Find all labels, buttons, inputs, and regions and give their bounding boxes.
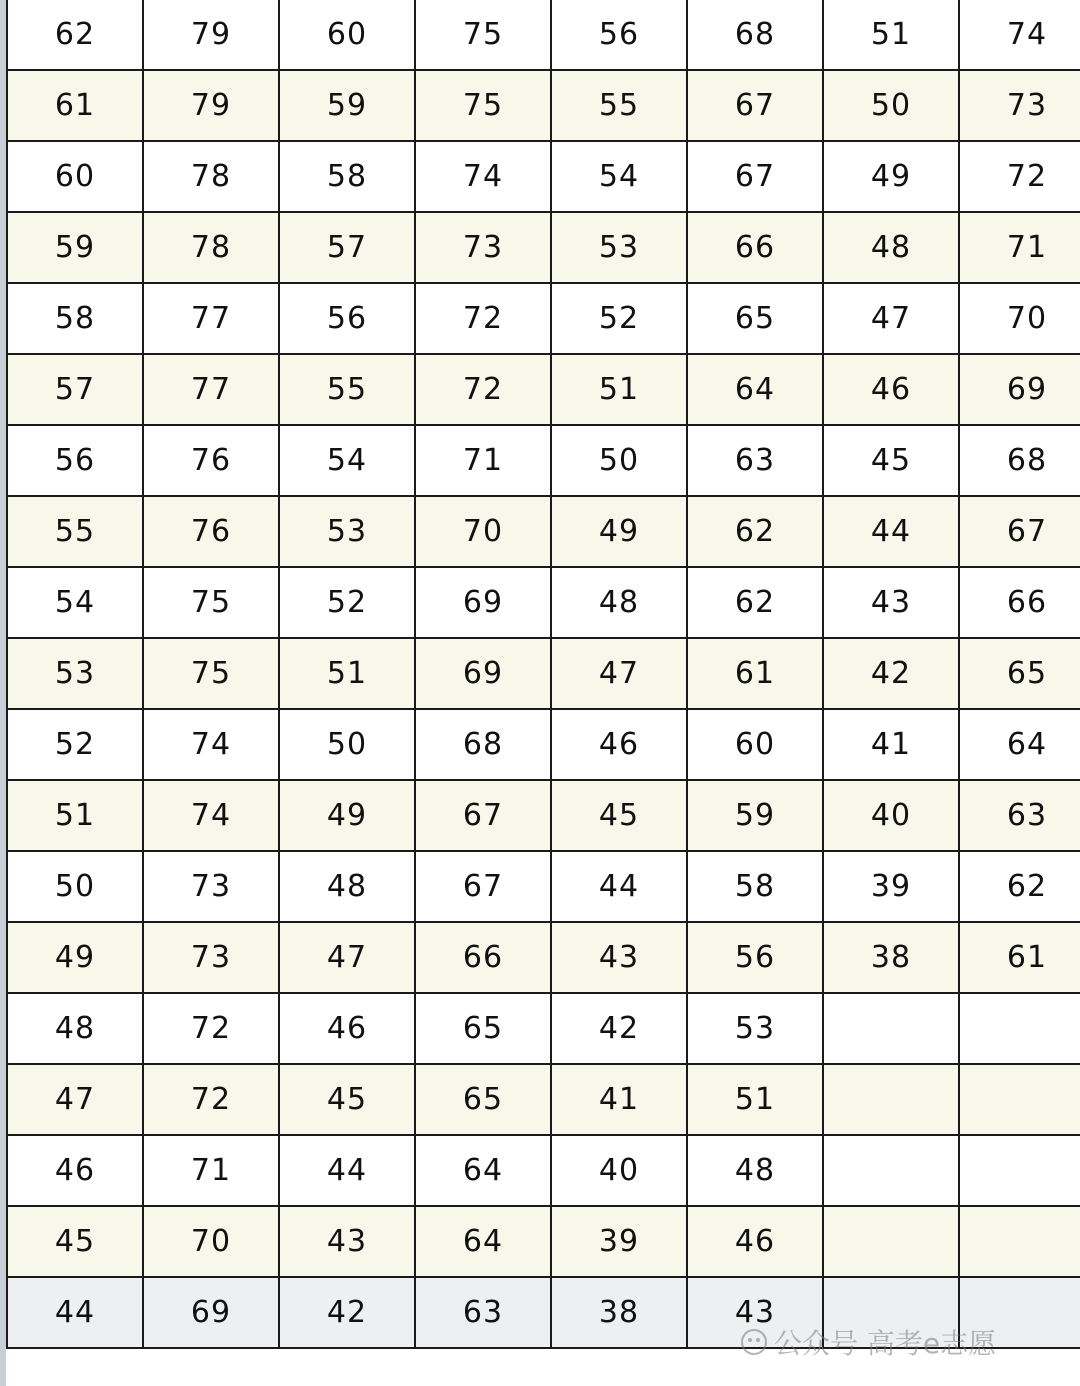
table-cell: 43: [279, 1206, 415, 1277]
table-cell: 49: [551, 496, 687, 567]
table-cell: 44: [7, 1277, 143, 1348]
table-cell: 50: [279, 709, 415, 780]
table-cell: 64: [959, 709, 1080, 780]
table-cell: 78: [143, 212, 279, 283]
table-row: [7, 425, 1080, 496]
table-cell: 69: [959, 354, 1080, 425]
table-cell: 42: [279, 1277, 415, 1348]
table-row: [7, 1064, 1080, 1135]
table-cell: 67: [687, 141, 823, 212]
table-cell: 70: [415, 496, 551, 567]
table-cell: 43: [551, 922, 687, 993]
table-row: [7, 851, 1080, 922]
table-cell: 66: [687, 212, 823, 283]
table-cell: 64: [687, 354, 823, 425]
table-cell: 62: [959, 851, 1080, 922]
table-cell: 72: [415, 354, 551, 425]
table-cell: 42: [551, 993, 687, 1064]
table-cell: 73: [143, 922, 279, 993]
table-cell: 48: [551, 567, 687, 638]
table-cell: 48: [823, 212, 959, 283]
table-cell: 75: [415, 0, 551, 70]
table-cell: 39: [823, 851, 959, 922]
table-cell: 63: [687, 425, 823, 496]
table-cell: 45: [551, 780, 687, 851]
table-cell: 64: [415, 1135, 551, 1206]
table-cell: 72: [959, 141, 1080, 212]
table-cell: 40: [551, 1135, 687, 1206]
table-cell: [959, 1064, 1080, 1135]
table-cell: [823, 993, 959, 1064]
table-cell: 39: [551, 1206, 687, 1277]
table-cell: [959, 993, 1080, 1064]
table-row: [7, 496, 1080, 567]
table-cell: 71: [415, 425, 551, 496]
table-cell: 53: [279, 496, 415, 567]
table-cell: 47: [279, 922, 415, 993]
table-row: [7, 141, 1080, 212]
table-cell: [823, 1277, 959, 1348]
table-cell: 72: [143, 1064, 279, 1135]
table-cell: 56: [7, 425, 143, 496]
table-cell: 72: [415, 283, 551, 354]
table-cell: 43: [823, 567, 959, 638]
table-cell: 51: [823, 0, 959, 70]
table-cell: 74: [143, 780, 279, 851]
table-row: [7, 1135, 1080, 1206]
table-cell: 41: [551, 1064, 687, 1135]
table-cell: 67: [415, 851, 551, 922]
table-cell: 73: [959, 70, 1080, 141]
table-cell: 53: [551, 212, 687, 283]
table-cell: 54: [279, 425, 415, 496]
table-cell: 71: [143, 1135, 279, 1206]
table-row: [7, 922, 1080, 993]
table-cell: 77: [143, 283, 279, 354]
watermark-text: 公众号 高考e志愿: [774, 1327, 997, 1360]
table-cell: 51: [7, 780, 143, 851]
score-table-body: [7, 0, 1080, 1348]
table-cell: 46: [279, 993, 415, 1064]
table-cell: 60: [7, 141, 143, 212]
table-cell: 45: [7, 1206, 143, 1277]
table-cell: 54: [551, 141, 687, 212]
table-cell: 58: [279, 141, 415, 212]
table-cell: 38: [551, 1277, 687, 1348]
table-cell: 60: [279, 0, 415, 70]
table-cell: 58: [7, 283, 143, 354]
table-cell: 65: [415, 993, 551, 1064]
table-cell: 58: [687, 851, 823, 922]
table-cell: 76: [143, 496, 279, 567]
table-cell: 45: [279, 1064, 415, 1135]
table-cell: 56: [687, 922, 823, 993]
table-cell: 69: [143, 1277, 279, 1348]
table-cell: 51: [551, 354, 687, 425]
table-cell: 44: [551, 851, 687, 922]
table-cell: [823, 1206, 959, 1277]
table-cell: 59: [7, 212, 143, 283]
table-cell: 50: [551, 425, 687, 496]
table-cell: 68: [415, 709, 551, 780]
table-cell: [959, 1206, 1080, 1277]
table-cell: 76: [143, 425, 279, 496]
table-cell: [959, 1135, 1080, 1206]
table-row: [7, 0, 1080, 70]
table-cell: 55: [7, 496, 143, 567]
table-cell: 72: [143, 993, 279, 1064]
table-cell: 67: [415, 780, 551, 851]
table-cell: 66: [415, 922, 551, 993]
table-cell: 43: [687, 1277, 823, 1348]
table-cell: 74: [415, 141, 551, 212]
table-cell: 46: [823, 354, 959, 425]
table-row: [7, 780, 1080, 851]
table-row: [7, 1206, 1080, 1277]
table-cell: 46: [687, 1206, 823, 1277]
score-table: [6, 0, 1080, 1349]
table-row: [7, 638, 1080, 709]
table-cell: 59: [687, 780, 823, 851]
table-cell: 75: [415, 70, 551, 141]
table-cell: 65: [415, 1064, 551, 1135]
table-cell: 50: [7, 851, 143, 922]
table-cell: 53: [687, 993, 823, 1064]
table-cell: 59: [279, 70, 415, 141]
table-cell: 47: [551, 638, 687, 709]
table-cell: 63: [415, 1277, 551, 1348]
table-cell: 61: [7, 70, 143, 141]
table-cell: 48: [279, 851, 415, 922]
table-cell: 54: [7, 567, 143, 638]
table-cell: 56: [279, 283, 415, 354]
table-cell: 52: [279, 567, 415, 638]
table-cell: 69: [415, 638, 551, 709]
table-cell: 41: [823, 709, 959, 780]
table-row: [7, 567, 1080, 638]
table-cell: 75: [143, 638, 279, 709]
table-cell: [959, 1277, 1080, 1348]
table-cell: 62: [687, 496, 823, 567]
table-cell: 70: [959, 283, 1080, 354]
table-cell: 78: [143, 141, 279, 212]
table-cell: 49: [7, 922, 143, 993]
table-cell: 46: [551, 709, 687, 780]
table-cell: 49: [823, 141, 959, 212]
table-cell: 50: [823, 70, 959, 141]
table-cell: 69: [415, 567, 551, 638]
table-cell: 79: [143, 70, 279, 141]
table-cell: 65: [687, 283, 823, 354]
table-row: [7, 354, 1080, 425]
table-cell: 68: [687, 0, 823, 70]
table-cell: 55: [279, 354, 415, 425]
table-cell: 53: [7, 638, 143, 709]
table-cell: 57: [279, 212, 415, 283]
table-row: [7, 212, 1080, 283]
table-cell: 66: [959, 567, 1080, 638]
table-row: [7, 709, 1080, 780]
table-cell: 67: [687, 70, 823, 141]
table-cell: 42: [823, 638, 959, 709]
table-cell: [823, 1064, 959, 1135]
table-cell: 38: [823, 922, 959, 993]
table-cell: 67: [959, 496, 1080, 567]
table-cell: 65: [959, 638, 1080, 709]
table-cell: 40: [823, 780, 959, 851]
table-cell: 44: [823, 496, 959, 567]
table-row: [7, 993, 1080, 1064]
table-cell: 63: [959, 780, 1080, 851]
table-cell: 48: [687, 1135, 823, 1206]
table-cell: 51: [687, 1064, 823, 1135]
table-cell: 61: [687, 638, 823, 709]
table-cell: 55: [551, 70, 687, 141]
table-cell: 68: [959, 425, 1080, 496]
table-cell: 51: [279, 638, 415, 709]
table-cell: 73: [415, 212, 551, 283]
table-cell: 60: [687, 709, 823, 780]
table-cell: [823, 1135, 959, 1206]
table-cell: 45: [823, 425, 959, 496]
table-cell: 56: [551, 0, 687, 70]
table-cell: 62: [7, 0, 143, 70]
table-row: [7, 1277, 1080, 1348]
table-cell: 47: [823, 283, 959, 354]
table-cell: 79: [143, 0, 279, 70]
table-cell: 70: [143, 1206, 279, 1277]
table-cell: 57: [7, 354, 143, 425]
table-cell: 73: [143, 851, 279, 922]
table-cell: 48: [7, 993, 143, 1064]
table-cell: 64: [415, 1206, 551, 1277]
table-cell: 74: [959, 0, 1080, 70]
table-cell: 52: [551, 283, 687, 354]
table-cell: 77: [143, 354, 279, 425]
table-cell: 74: [143, 709, 279, 780]
table-cell: 62: [687, 567, 823, 638]
table-cell: 75: [143, 567, 279, 638]
table-cell: 46: [7, 1135, 143, 1206]
table-cell: 61: [959, 922, 1080, 993]
table-row: [7, 70, 1080, 141]
table-row: [7, 283, 1080, 354]
table-cell: 71: [959, 212, 1080, 283]
table-cell: 49: [279, 780, 415, 851]
table-cell: 44: [279, 1135, 415, 1206]
table-cell: 52: [7, 709, 143, 780]
table-cell: 47: [7, 1064, 143, 1135]
